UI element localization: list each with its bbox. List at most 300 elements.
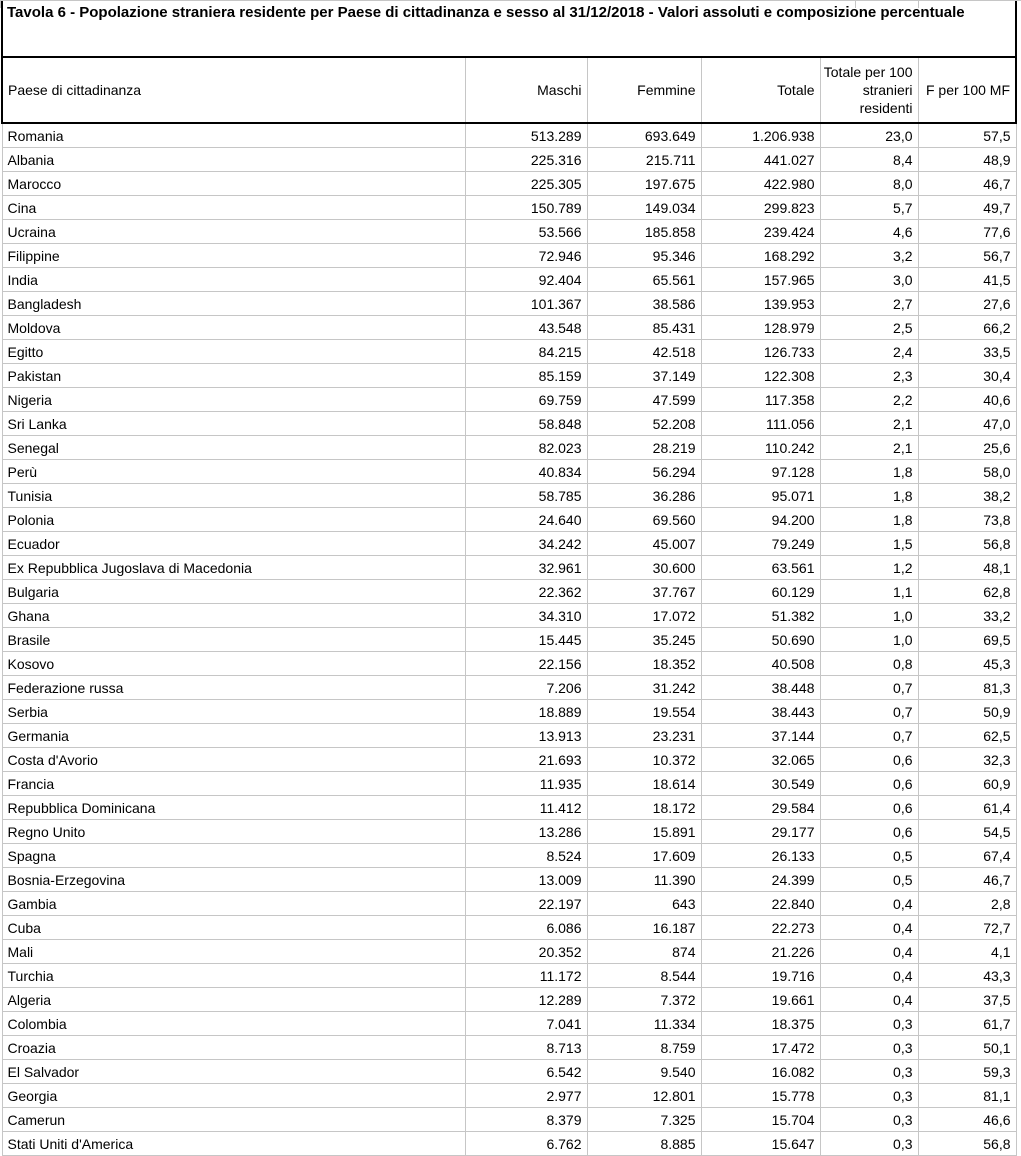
cell-totale-per-100: 0,4 xyxy=(820,940,918,964)
cell-paese: Camerun xyxy=(2,1108,465,1132)
cell-f-per-100-mf: 46,7 xyxy=(918,172,1016,196)
cell-femmine: 874 xyxy=(587,940,701,964)
column-header-f-per-100-mf: F per 100 MF xyxy=(918,57,1016,123)
cell-paese: Albania xyxy=(2,148,465,172)
cell-totale-per-100: 4,6 xyxy=(820,220,918,244)
cell-maschi: 11.935 xyxy=(465,772,587,796)
cell-totale-per-100: 2,5 xyxy=(820,316,918,340)
cell-totale-per-100: 0,7 xyxy=(820,724,918,748)
cell-femmine: 7.325 xyxy=(587,1108,701,1132)
cell-totale-per-100: 0,3 xyxy=(820,1084,918,1108)
cell-maschi: 7.041 xyxy=(465,1012,587,1036)
cell-paese: Serbia xyxy=(2,700,465,724)
cell-totale: 422.980 xyxy=(701,172,820,196)
cell-totale: 441.027 xyxy=(701,148,820,172)
cell-f-per-100-mf: 37,5 xyxy=(918,988,1016,1012)
column-header-totale-per-100: Totale per 100 stranieri residenti xyxy=(820,57,918,123)
cell-maschi: 225.305 xyxy=(465,172,587,196)
cell-femmine: 56.294 xyxy=(587,460,701,484)
column-header-femmine: Femmine xyxy=(587,57,701,123)
cell-f-per-100-mf: 43,3 xyxy=(918,964,1016,988)
population-table xyxy=(1,1,1017,1156)
cell-totale-per-100: 2,1 xyxy=(820,412,918,436)
cell-paese: Cuba xyxy=(2,916,465,940)
cell-f-per-100-mf: 57,5 xyxy=(918,123,1016,148)
cell-maschi: 13.913 xyxy=(465,724,587,748)
cell-femmine: 693.649 xyxy=(587,123,701,148)
table-row xyxy=(2,1084,1016,1108)
cell-totale: 97.128 xyxy=(701,460,820,484)
cell-maschi: 11.412 xyxy=(465,796,587,820)
cell-totale: 30.549 xyxy=(701,772,820,796)
cell-maschi: 13.009 xyxy=(465,868,587,892)
cell-femmine: 38.586 xyxy=(587,292,701,316)
cell-totale-per-100: 0,7 xyxy=(820,700,918,724)
cell-femmine: 17.609 xyxy=(587,844,701,868)
cell-totale: 122.308 xyxy=(701,364,820,388)
cell-totale-per-100: 0,7 xyxy=(820,676,918,700)
cell-paese: Bangladesh xyxy=(2,292,465,316)
cell-paese: Spagna xyxy=(2,844,465,868)
cell-femmine: 197.675 xyxy=(587,172,701,196)
cell-femmine: 31.242 xyxy=(587,676,701,700)
cell-paese: Repubblica Dominicana xyxy=(2,796,465,820)
table-row xyxy=(2,796,1016,820)
cell-f-per-100-mf: 54,5 xyxy=(918,820,1016,844)
cell-paese: Cina xyxy=(2,196,465,220)
cell-f-per-100-mf: 81,3 xyxy=(918,676,1016,700)
cell-maschi: 12.289 xyxy=(465,988,587,1012)
cell-f-per-100-mf: 62,5 xyxy=(918,724,1016,748)
cell-paese: Romania xyxy=(2,123,465,148)
cell-totale: 38.443 xyxy=(701,700,820,724)
cell-f-per-100-mf: 50,9 xyxy=(918,700,1016,724)
cell-totale-per-100: 0,6 xyxy=(820,796,918,820)
cell-totale-per-100: 1,5 xyxy=(820,532,918,556)
cell-maschi: 82.023 xyxy=(465,436,587,460)
cell-totale: 15.647 xyxy=(701,1132,820,1156)
cell-totale: 63.561 xyxy=(701,556,820,580)
table-body xyxy=(2,123,1016,1156)
table-row xyxy=(2,844,1016,868)
table-row xyxy=(2,196,1016,220)
cell-paese: Bulgaria xyxy=(2,580,465,604)
cell-totale-per-100: 23,0 xyxy=(820,123,918,148)
cell-totale-per-100: 1,2 xyxy=(820,556,918,580)
table-row xyxy=(2,868,1016,892)
cell-femmine: 37.767 xyxy=(587,580,701,604)
table-row xyxy=(2,292,1016,316)
cell-paese: Regno Unito xyxy=(2,820,465,844)
table-row xyxy=(2,916,1016,940)
cell-femmine: 85.431 xyxy=(587,316,701,340)
cell-totale-per-100: 1,0 xyxy=(820,604,918,628)
cell-totale-per-100: 0,4 xyxy=(820,964,918,988)
cell-maschi: 53.566 xyxy=(465,220,587,244)
cell-totale-per-100: 2,1 xyxy=(820,436,918,460)
cell-maschi: 8.524 xyxy=(465,844,587,868)
table-row xyxy=(2,1108,1016,1132)
cell-totale-per-100: 0,8 xyxy=(820,652,918,676)
cell-totale-per-100: 1,8 xyxy=(820,484,918,508)
cell-paese: El Salvador xyxy=(2,1060,465,1084)
cell-totale-per-100: 1,0 xyxy=(820,628,918,652)
table-row xyxy=(2,148,1016,172)
cell-totale: 128.979 xyxy=(701,316,820,340)
cell-paese: Mali xyxy=(2,940,465,964)
cell-femmine: 643 xyxy=(587,892,701,916)
cell-f-per-100-mf: 72,7 xyxy=(918,916,1016,940)
cell-maschi: 7.206 xyxy=(465,676,587,700)
cell-totale-per-100: 0,3 xyxy=(820,1132,918,1156)
cell-paese: Francia xyxy=(2,772,465,796)
cell-totale: 110.242 xyxy=(701,436,820,460)
cell-femmine: 17.072 xyxy=(587,604,701,628)
cell-totale-per-100: 0,5 xyxy=(820,844,918,868)
cell-paese: Filippine xyxy=(2,244,465,268)
cell-maschi: 22.362 xyxy=(465,580,587,604)
cell-maschi: 15.445 xyxy=(465,628,587,652)
cell-maschi: 8.379 xyxy=(465,1108,587,1132)
cell-totale: 139.953 xyxy=(701,292,820,316)
cell-totale-per-100: 1,8 xyxy=(820,460,918,484)
cell-f-per-100-mf: 41,5 xyxy=(918,268,1016,292)
cell-totale-per-100: 0,4 xyxy=(820,988,918,1012)
cell-paese: Algeria xyxy=(2,988,465,1012)
cell-femmine: 11.334 xyxy=(587,1012,701,1036)
cell-paese: Perù xyxy=(2,460,465,484)
cell-maschi: 34.242 xyxy=(465,532,587,556)
cell-totale: 18.375 xyxy=(701,1012,820,1036)
cell-maschi: 6.762 xyxy=(465,1132,587,1156)
cell-totale: 24.399 xyxy=(701,868,820,892)
cell-paese: Marocco xyxy=(2,172,465,196)
cell-f-per-100-mf: 32,3 xyxy=(918,748,1016,772)
cell-totale: 21.226 xyxy=(701,940,820,964)
cell-paese: Colombia xyxy=(2,1012,465,1036)
table-row xyxy=(2,988,1016,1012)
cell-femmine: 15.891 xyxy=(587,820,701,844)
table-row xyxy=(2,340,1016,364)
cell-paese: India xyxy=(2,268,465,292)
cell-f-per-100-mf: 61,7 xyxy=(918,1012,1016,1036)
cell-femmine: 30.600 xyxy=(587,556,701,580)
cell-f-per-100-mf: 48,1 xyxy=(918,556,1016,580)
cell-paese: Brasile xyxy=(2,628,465,652)
header-row xyxy=(2,57,1016,123)
table-row xyxy=(2,484,1016,508)
cell-maschi: 11.172 xyxy=(465,964,587,988)
cell-totale-per-100: 0,6 xyxy=(820,748,918,772)
table-row xyxy=(2,892,1016,916)
cell-maschi: 72.946 xyxy=(465,244,587,268)
column-header-totale: Totale xyxy=(701,57,820,123)
cell-femmine: 95.346 xyxy=(587,244,701,268)
cell-f-per-100-mf: 56,7 xyxy=(918,244,1016,268)
cell-f-per-100-mf: 45,3 xyxy=(918,652,1016,676)
cell-paese: Georgia xyxy=(2,1084,465,1108)
cell-f-per-100-mf: 46,6 xyxy=(918,1108,1016,1132)
column-header-maschi: Maschi xyxy=(465,57,587,123)
cell-f-per-100-mf: 61,4 xyxy=(918,796,1016,820)
cell-totale-per-100: 2,2 xyxy=(820,388,918,412)
cell-f-per-100-mf: 33,2 xyxy=(918,604,1016,628)
table-row xyxy=(2,388,1016,412)
cell-paese: Pakistan xyxy=(2,364,465,388)
cell-paese: Polonia xyxy=(2,508,465,532)
cell-maschi: 8.713 xyxy=(465,1036,587,1060)
cell-totale-per-100: 2,4 xyxy=(820,340,918,364)
cell-maschi: 40.834 xyxy=(465,460,587,484)
cell-paese: Tunisia xyxy=(2,484,465,508)
cell-paese: Ex Repubblica Jugoslava di Macedonia xyxy=(2,556,465,580)
cell-paese: Kosovo xyxy=(2,652,465,676)
table-row xyxy=(2,820,1016,844)
cell-f-per-100-mf: 77,6 xyxy=(918,220,1016,244)
cell-f-per-100-mf: 48,9 xyxy=(918,148,1016,172)
cell-totale-per-100: 1,1 xyxy=(820,580,918,604)
cell-f-per-100-mf: 40,6 xyxy=(918,388,1016,412)
cell-paese: Turchia xyxy=(2,964,465,988)
cell-femmine: 8.544 xyxy=(587,964,701,988)
cell-maschi: 58.848 xyxy=(465,412,587,436)
cell-f-per-100-mf: 60,9 xyxy=(918,772,1016,796)
cell-femmine: 69.560 xyxy=(587,508,701,532)
cell-paese: Moldova xyxy=(2,316,465,340)
cell-maschi: 2.977 xyxy=(465,1084,587,1108)
cell-maschi: 69.759 xyxy=(465,388,587,412)
cell-femmine: 7.372 xyxy=(587,988,701,1012)
cell-totale-per-100: 2,3 xyxy=(820,364,918,388)
table-row xyxy=(2,508,1016,532)
cell-maschi: 32.961 xyxy=(465,556,587,580)
table-row xyxy=(2,220,1016,244)
cell-paese: Egitto xyxy=(2,340,465,364)
cell-totale: 60.129 xyxy=(701,580,820,604)
table-row xyxy=(2,940,1016,964)
cell-f-per-100-mf: 67,4 xyxy=(918,844,1016,868)
cell-femmine: 28.219 xyxy=(587,436,701,460)
cell-maschi: 34.310 xyxy=(465,604,587,628)
cell-f-per-100-mf: 47,0 xyxy=(918,412,1016,436)
cell-totale-per-100: 0,3 xyxy=(820,1036,918,1060)
table-title: Tavola 6 - Popolazione straniera residente per Paese di cittadinanza e sesso al 31/12/2018 - Valori assoluti e composizione percentuale xyxy=(2,1,1016,57)
cell-totale-per-100: 0,4 xyxy=(820,892,918,916)
cell-totale-per-100: 0,4 xyxy=(820,916,918,940)
cell-maschi: 18.889 xyxy=(465,700,587,724)
cell-femmine: 10.372 xyxy=(587,748,701,772)
cell-femmine: 11.390 xyxy=(587,868,701,892)
cell-f-per-100-mf: 46,7 xyxy=(918,868,1016,892)
cell-totale: 17.472 xyxy=(701,1036,820,1060)
cell-femmine: 18.614 xyxy=(587,772,701,796)
cell-totale-per-100: 3,0 xyxy=(820,268,918,292)
cell-totale: 29.584 xyxy=(701,796,820,820)
cell-f-per-100-mf: 56,8 xyxy=(918,1132,1016,1156)
table-row xyxy=(2,364,1016,388)
cell-maschi: 225.316 xyxy=(465,148,587,172)
cell-paese: Ucraina xyxy=(2,220,465,244)
cell-maschi: 13.286 xyxy=(465,820,587,844)
cell-paese: Bosnia-Erzegovina xyxy=(2,868,465,892)
cell-femmine: 9.540 xyxy=(587,1060,701,1084)
cell-maschi: 22.156 xyxy=(465,652,587,676)
table-row xyxy=(2,676,1016,700)
cell-totale: 126.733 xyxy=(701,340,820,364)
cell-totale-per-100: 8,0 xyxy=(820,172,918,196)
cell-femmine: 65.561 xyxy=(587,268,701,292)
cell-femmine: 16.187 xyxy=(587,916,701,940)
cell-paese: Croazia xyxy=(2,1036,465,1060)
cell-maschi: 43.548 xyxy=(465,316,587,340)
cell-paese: Nigeria xyxy=(2,388,465,412)
cell-totale-per-100: 3,2 xyxy=(820,244,918,268)
cell-femmine: 37.149 xyxy=(587,364,701,388)
cell-paese: Sri Lanka xyxy=(2,412,465,436)
cell-femmine: 18.172 xyxy=(587,796,701,820)
cell-maschi: 101.367 xyxy=(465,292,587,316)
table-row xyxy=(2,1132,1016,1156)
cell-f-per-100-mf: 59,3 xyxy=(918,1060,1016,1084)
cell-f-per-100-mf: 30,4 xyxy=(918,364,1016,388)
cell-totale: 22.273 xyxy=(701,916,820,940)
cell-totale: 239.424 xyxy=(701,220,820,244)
cell-femmine: 52.208 xyxy=(587,412,701,436)
cell-totale-per-100: 5,7 xyxy=(820,196,918,220)
cell-maschi: 6.086 xyxy=(465,916,587,940)
cell-femmine: 215.711 xyxy=(587,148,701,172)
cell-femmine: 19.554 xyxy=(587,700,701,724)
cell-totale: 40.508 xyxy=(701,652,820,676)
cell-f-per-100-mf: 27,6 xyxy=(918,292,1016,316)
table-row xyxy=(2,1036,1016,1060)
table-row xyxy=(2,316,1016,340)
cell-totale: 95.071 xyxy=(701,484,820,508)
table-row xyxy=(2,772,1016,796)
cell-maschi: 6.542 xyxy=(465,1060,587,1084)
cell-totale: 50.690 xyxy=(701,628,820,652)
cell-f-per-100-mf: 62,8 xyxy=(918,580,1016,604)
cell-femmine: 23.231 xyxy=(587,724,701,748)
cell-f-per-100-mf: 56,8 xyxy=(918,532,1016,556)
cell-totale: 15.778 xyxy=(701,1084,820,1108)
cell-totale: 38.448 xyxy=(701,676,820,700)
cell-totale: 37.144 xyxy=(701,724,820,748)
cell-maschi: 85.159 xyxy=(465,364,587,388)
table-row xyxy=(2,244,1016,268)
cell-totale-per-100: 8,4 xyxy=(820,148,918,172)
cell-f-per-100-mf: 4,1 xyxy=(918,940,1016,964)
cell-femmine: 36.286 xyxy=(587,484,701,508)
cell-paese: Senegal xyxy=(2,436,465,460)
cell-totale-per-100: 0,3 xyxy=(820,1012,918,1036)
cell-femmine: 47.599 xyxy=(587,388,701,412)
cell-totale: 117.358 xyxy=(701,388,820,412)
cell-totale-per-100: 0,3 xyxy=(820,1060,918,1084)
cell-totale: 1.206.938 xyxy=(701,123,820,148)
cell-maschi: 150.789 xyxy=(465,196,587,220)
cell-totale: 94.200 xyxy=(701,508,820,532)
cell-totale-per-100: 0,6 xyxy=(820,772,918,796)
table-row xyxy=(2,556,1016,580)
cell-maschi: 58.785 xyxy=(465,484,587,508)
cell-f-per-100-mf: 38,2 xyxy=(918,484,1016,508)
cell-femmine: 45.007 xyxy=(587,532,701,556)
cell-maschi: 22.197 xyxy=(465,892,587,916)
cell-paese: Ecuador xyxy=(2,532,465,556)
table-row xyxy=(2,724,1016,748)
cell-f-per-100-mf: 58,0 xyxy=(918,460,1016,484)
column-header-paese: Paese di cittadinanza xyxy=(2,57,465,123)
cell-totale: 22.840 xyxy=(701,892,820,916)
cell-femmine: 149.034 xyxy=(587,196,701,220)
cell-f-per-100-mf: 33,5 xyxy=(918,340,1016,364)
cell-f-per-100-mf: 73,8 xyxy=(918,508,1016,532)
table-row xyxy=(2,652,1016,676)
cell-maschi: 92.404 xyxy=(465,268,587,292)
cell-totale-per-100: 0,3 xyxy=(820,1108,918,1132)
cell-femmine: 12.801 xyxy=(587,1084,701,1108)
cell-paese: Ghana xyxy=(2,604,465,628)
cell-f-per-100-mf: 81,1 xyxy=(918,1084,1016,1108)
table-row xyxy=(2,532,1016,556)
cell-totale: 168.292 xyxy=(701,244,820,268)
cell-femmine: 18.352 xyxy=(587,652,701,676)
table-row xyxy=(2,436,1016,460)
table-row xyxy=(2,964,1016,988)
cell-totale: 51.382 xyxy=(701,604,820,628)
cell-totale: 157.965 xyxy=(701,268,820,292)
cell-femmine: 35.245 xyxy=(587,628,701,652)
cell-f-per-100-mf: 49,7 xyxy=(918,196,1016,220)
cell-femmine: 185.858 xyxy=(587,220,701,244)
cell-paese: Costa d'Avorio xyxy=(2,748,465,772)
cell-totale: 32.065 xyxy=(701,748,820,772)
table-row xyxy=(2,700,1016,724)
cell-totale: 79.249 xyxy=(701,532,820,556)
table-row xyxy=(2,1060,1016,1084)
cell-totale-per-100: 2,7 xyxy=(820,292,918,316)
cell-maschi: 21.693 xyxy=(465,748,587,772)
cell-totale: 15.704 xyxy=(701,1108,820,1132)
cell-f-per-100-mf: 2,8 xyxy=(918,892,1016,916)
cell-totale-per-100: 1,8 xyxy=(820,508,918,532)
table-row xyxy=(2,268,1016,292)
cell-maschi: 24.640 xyxy=(465,508,587,532)
table-row xyxy=(2,460,1016,484)
cell-femmine: 8.759 xyxy=(587,1036,701,1060)
cell-paese: Germania xyxy=(2,724,465,748)
cell-totale: 26.133 xyxy=(701,844,820,868)
cell-totale: 111.056 xyxy=(701,412,820,436)
table-row xyxy=(2,748,1016,772)
cell-totale: 19.661 xyxy=(701,988,820,1012)
cell-totale-per-100: 0,5 xyxy=(820,868,918,892)
cell-totale: 16.082 xyxy=(701,1060,820,1084)
table-row xyxy=(2,604,1016,628)
cell-maschi: 513.289 xyxy=(465,123,587,148)
cell-paese: Stati Uniti d'America xyxy=(2,1132,465,1156)
table-row xyxy=(2,628,1016,652)
cell-f-per-100-mf: 25,6 xyxy=(918,436,1016,460)
cell-maschi: 84.215 xyxy=(465,340,587,364)
cell-totale: 19.716 xyxy=(701,964,820,988)
table-row xyxy=(2,412,1016,436)
cell-f-per-100-mf: 69,5 xyxy=(918,628,1016,652)
title-row xyxy=(2,1,1016,57)
cell-paese: Gambia xyxy=(2,892,465,916)
cell-paese: Federazione russa xyxy=(2,676,465,700)
